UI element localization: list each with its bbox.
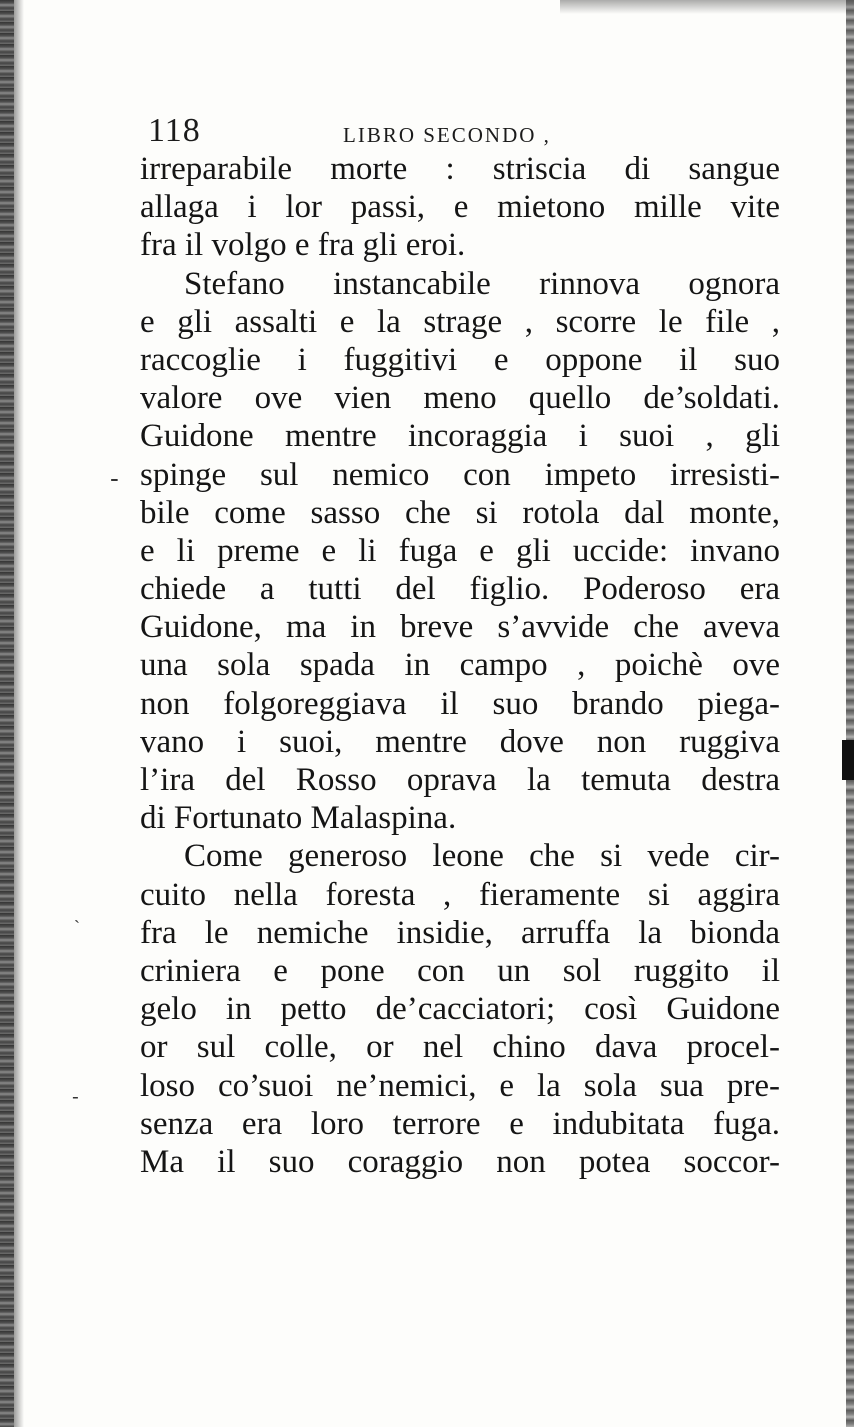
text-line: spinge sul nemico con impeto irresisti- — [140, 456, 780, 493]
body-text — [140, 150, 780, 1181]
margin-dash-mark: - — [110, 464, 119, 494]
text-line: valore ove vien meno quello de’soldati. — [140, 380, 780, 417]
text-line: l’ira del Rosso oprava la temuta destra — [140, 762, 780, 798]
page-number: 118 — [148, 112, 201, 149]
text-line: non folgoreggiava il suo brando piega- — [140, 685, 780, 722]
text-line: senza era loro terrore e indubitata fuga. — [140, 1105, 780, 1142]
text-line: Guidone, ma in breve s’avvide che aveva — [140, 609, 780, 646]
text-line: cuito nella foresta , fieramente si aggira — [140, 876, 780, 913]
text-line: Guidone mentre incoraggia i suoi , gli — [140, 418, 780, 455]
text-line: vano i suoi, mentre dove non ruggiva — [140, 723, 780, 760]
left-gutter-shade — [14, 0, 24, 1427]
text-line: allaga i lor passi, e mietono mille vite — [140, 189, 780, 226]
text-line: Ma il suo coraggio non potea soccor- — [140, 1143, 780, 1180]
text-line: Stefano instancabile rinnova ognora — [184, 265, 780, 302]
text-line: Come generoso leone che si vede cir- — [184, 838, 780, 875]
left-binding-shadow — [0, 0, 14, 1427]
text-line: loso co’suoi ne’nemici, e la sola sua pre- — [140, 1067, 780, 1104]
running-head: LIBRO SECONDO , — [343, 123, 551, 147]
text-line: e gli assalti e la strage , scorre le file , — [140, 303, 780, 340]
page-header — [140, 112, 620, 152]
text-line: gelo in petto de’cacciatori; così Guidone — [140, 991, 780, 1028]
text-line: fra il volgo e fra gli eroi. — [140, 227, 466, 264]
text-line: criniera e pone con un sol ruggito il — [140, 952, 780, 989]
top-scan-shadow — [560, 0, 854, 14]
right-edge-dark-mark — [842, 740, 854, 780]
right-page-edge — [846, 0, 854, 1427]
text-line: or sul colle, or nel chino dava procel- — [140, 1029, 780, 1066]
text-line: bile come sasso che si rotola dal monte, — [140, 494, 780, 531]
text-line: raccoglie i fuggitivi e oppone il suo — [140, 341, 780, 378]
text-line: chiede a tutti del figlio. Poderoso era — [140, 571, 780, 608]
text-line: irreparabile morte : striscia di sangue — [140, 151, 780, 187]
text-line: una sola spada in campo , poichè ove — [140, 647, 780, 684]
margin-dot-mark: ˎ — [74, 903, 80, 924]
text-line: fra le nemiche insidie, arruffa la bionda — [140, 914, 780, 951]
text-line: di Fortunato Malaspina. — [140, 800, 457, 837]
text-line: e li preme e li fuga e gli uccide: invano — [140, 532, 780, 569]
margin-dash-mark: - — [72, 1084, 79, 1108]
